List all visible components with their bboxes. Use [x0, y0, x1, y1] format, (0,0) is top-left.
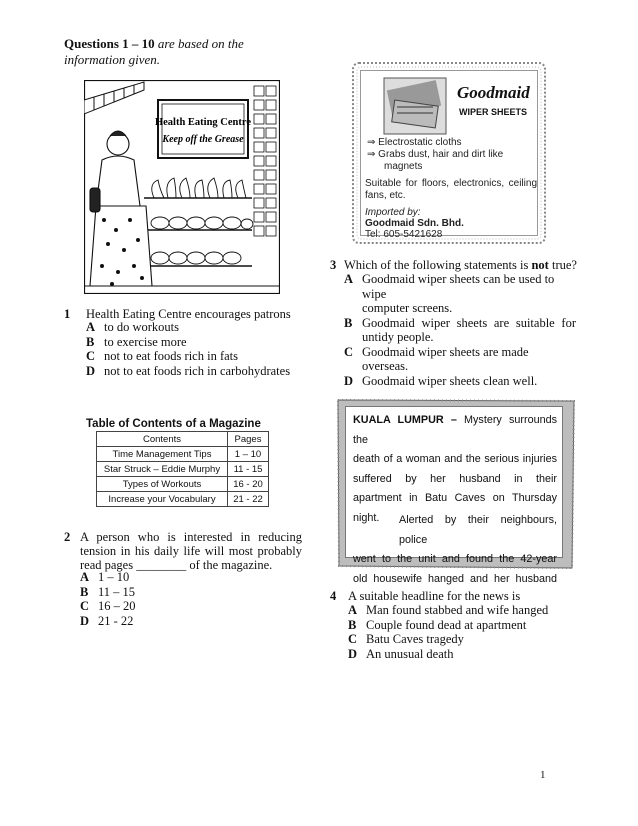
instructions-text: are based on the information given.: [64, 36, 244, 67]
page-number: 1: [540, 769, 546, 781]
question-2-option-c[interactable]: C 16 – 20: [80, 599, 136, 613]
toc-content-cell: Types of Workouts: [97, 477, 228, 492]
goodmaid-advertisement: [352, 62, 546, 244]
ad-bullet: ⇒ Grabs dust, hair and dirt like: [367, 149, 504, 160]
toc-pages-cell: 21 - 22: [228, 492, 269, 507]
question-4-option-d[interactable]: D An unusual death: [348, 646, 454, 661]
news-paragraph-1: KUALA LUMPUR – Mystery surrounds the death of a woman and the serious injuries suffered by her husband in their apartment in Batu Caves on Thursday night.: [353, 414, 557, 524]
question-2-stem-line: read pages ________ of the magazine.: [80, 558, 273, 572]
instructions: [64, 36, 304, 68]
toc-content-cell: Increase your Vocabulary: [97, 492, 228, 507]
question-1-option-c[interactable]: C not to eat foods rich in fats: [86, 349, 238, 363]
toc-content-cell: Time Management Tips: [97, 447, 228, 462]
ad-suitable: Suitable for floors, electronics, ceiling fans, etc.: [365, 178, 537, 201]
arrow-icon: ⇒: [367, 137, 379, 148]
wiper-sheets-product-icon: [383, 77, 447, 135]
table-row: [97, 492, 269, 507]
question-3-number: 3: [330, 258, 337, 272]
question-3-option-a[interactable]: A Goodmaid wiper sheets can be used to wipe computer screens.: [344, 272, 555, 315]
ad-tel: Tel: 605-5421628: [365, 229, 443, 240]
table-row: [97, 477, 269, 492]
ad-content: [360, 70, 538, 240]
sign-title: Health Eating Centre: [154, 117, 252, 128]
ad-product: WIPER SHEETS: [459, 107, 528, 117]
ad-company: Goodmaid Sdn. Bhd.: [365, 218, 464, 229]
question-4-options: [348, 603, 578, 661]
question-2-number: 2: [64, 530, 71, 544]
question-2-options: [80, 570, 280, 628]
instructions-questions-range: Questions 1 – 10: [64, 36, 155, 51]
question-2-option-a[interactable]: A 1 – 10: [80, 570, 130, 584]
question-4-stem: A suitable headline for the news is: [348, 589, 521, 603]
question-2-stem-line: A person who is interested in reducing: [80, 530, 302, 544]
table-row: [97, 447, 269, 462]
toc-pages-cell: 16 - 20: [228, 477, 269, 492]
health-eating-centre-illustration: [84, 80, 280, 294]
question-3-stem-emphasis: not: [531, 258, 549, 272]
news-paragraph-2: Alerted by their neighbours, police went to the unit and found the 42-year old housewife hanged and her husband: [353, 514, 557, 585]
question-3-options: [344, 272, 576, 388]
toc-title: Table of Contents of a Magazine: [86, 418, 261, 430]
question-1-options: [86, 320, 306, 378]
question-4-option-c[interactable]: C Batu Caves tragedy: [348, 632, 464, 646]
question-4-number: 4: [330, 589, 337, 603]
arrow-icon: ⇒: [367, 149, 379, 160]
question-1-stem: Health Eating Centre encourages patrons: [86, 307, 291, 321]
question-1-option-d[interactable]: D not to eat foods rich in carbohydrates: [86, 363, 291, 378]
ad-bullet-continuation: magnets: [384, 161, 423, 172]
question-4-option-b[interactable]: B Couple found dead at apartment: [348, 617, 527, 632]
question-2-option-d[interactable]: D 21 - 22: [80, 613, 134, 628]
toc-header-pages: Pages: [228, 432, 269, 447]
news-article: [345, 406, 563, 585]
toc-pages-cell: 11 - 15: [228, 462, 269, 477]
question-1-option-b[interactable]: B to exercise more: [86, 334, 187, 349]
question-3-option-d[interactable]: D Goodmaid wiper sheets clean well.: [344, 373, 538, 388]
ad-imported-label: Imported by:: [365, 207, 421, 218]
question-3-stem: Which of the following statements is not true?: [344, 258, 577, 272]
question-3-option-b[interactable]: B Goodmaid wiper sheets are suitable for untidy people.: [344, 315, 576, 344]
ad-bullet: ⇒ Electrostatic cloths: [367, 137, 462, 148]
toc-header-row: [97, 432, 269, 447]
ad-brand: Goodmaid: [457, 83, 530, 102]
toc-header-contents: Contents: [97, 432, 228, 447]
news-dateline: KUALA LUMPUR –: [353, 414, 457, 426]
question-2-stem: [80, 530, 302, 572]
question-2-option-b[interactable]: B 11 – 15: [80, 584, 136, 599]
toc-table: [96, 431, 269, 507]
question-2-stem-line: tension in his daily life will most probably: [80, 544, 302, 558]
ad-bullets: [367, 137, 537, 173]
sign-subtitle: Keep off the Grease: [162, 134, 244, 145]
toc-pages-cell: 1 – 10: [228, 447, 269, 462]
toc-content-cell: Star Struck – Eddie Murphy: [97, 462, 228, 477]
question-4-option-a[interactable]: A Man found stabbed and wife hanged: [348, 603, 549, 617]
table-row: [97, 462, 269, 477]
question-1-number: 1: [64, 307, 71, 321]
question-1-option-a[interactable]: A to do workouts: [86, 320, 179, 334]
news-clipping: [336, 398, 576, 585]
question-3-option-c[interactable]: C Goodmaid wiper sheets are made overseas.: [344, 344, 529, 373]
